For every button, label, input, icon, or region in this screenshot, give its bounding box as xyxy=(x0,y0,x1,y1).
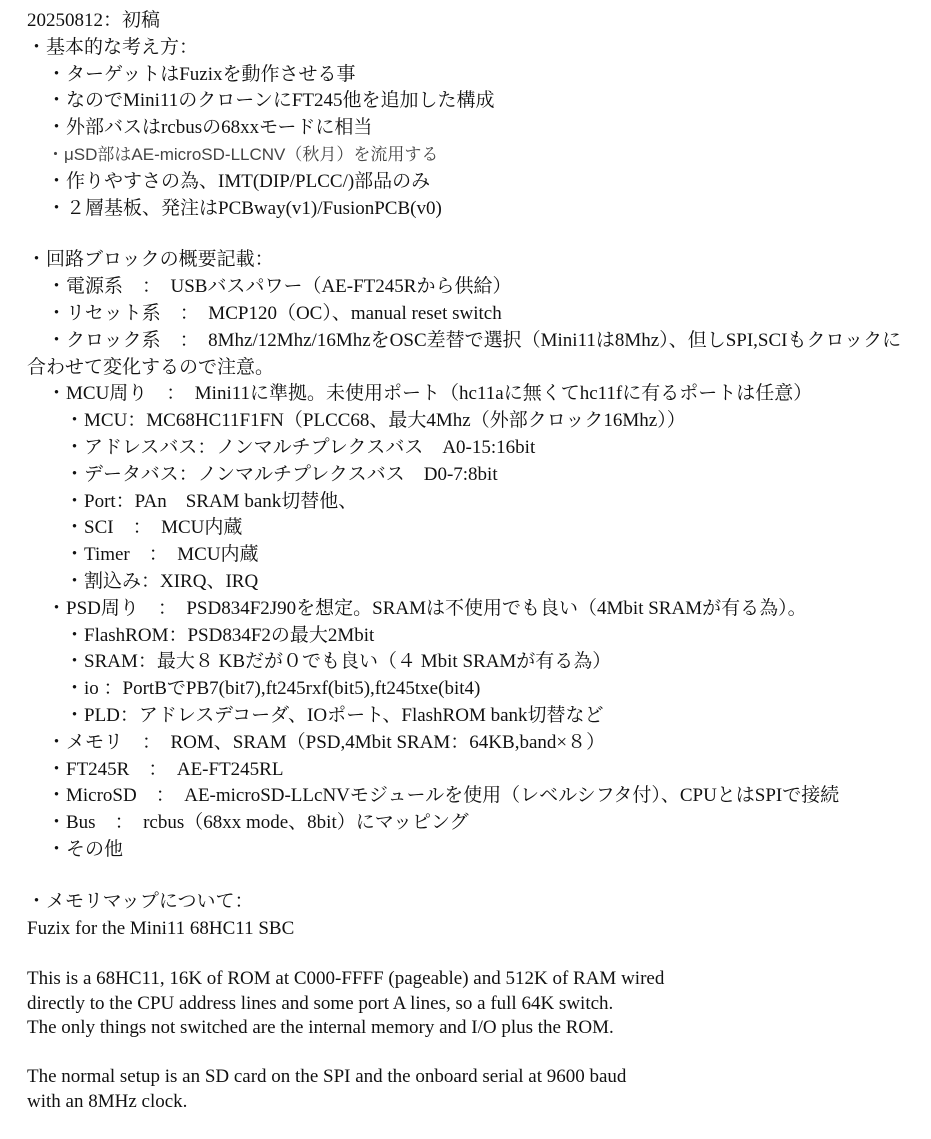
basic-item-imt: ・作りやすさの為、IMT(DIP/PLCC/)部品のみ xyxy=(47,170,431,192)
document xyxy=(27,8,907,1114)
mcu-item-sci: ・SCI ： MCU内蔵 xyxy=(65,517,243,539)
mcu-item-data-bus: ・データバス：ノンマルチプレクスバス D0-7:8bit xyxy=(65,463,498,485)
blocks-heading: ・回路ブロックの概要記載： xyxy=(27,249,274,271)
basic-item-usd: ・μSD部はAE-microSD-LLCNV（秋月）を流用する xyxy=(47,144,439,164)
basic-item-pcb: ・２層基板、発注はPCBway(v1)/FusionPCB(v0) xyxy=(47,197,442,219)
block-other: ・その他 xyxy=(47,838,124,860)
block-microsd: ・MicroSD ： AE-microSD-LLcNVモジュールを使用（レベルシフタ付）、CPUとはSPIで接続 xyxy=(47,785,840,807)
basic-item-mini11: ・なのでMini11のクローンにFT245他を追加した構成 xyxy=(47,90,495,112)
block-bus: ・Bus ： rcbus（68xx mode、8bit）にマッピング xyxy=(47,812,469,834)
memmap-para2-line1: The normal setup is an SD card on the SPI and the onboard serial at 9600 baud xyxy=(27,1066,627,1088)
block-power: ・電源系 ： USBバスパワー（AE-FT245Rから供給） xyxy=(47,276,512,298)
memmap-heading: ・メモリマップについて： xyxy=(27,890,254,912)
mcu-item-interrupt: ・割込み：XIRQ、IRQ xyxy=(65,570,259,592)
memmap-title: Fuzix for the Mini11 68HC11 SBC xyxy=(27,917,295,939)
block-mcu-title: ・MCU周り ： Mini11に準拠。未使用ポート（hc11aに無くてhc11fに有るポートは任意） xyxy=(47,383,813,405)
block-ft245: ・FT245R ： AE-FT245RL xyxy=(47,758,284,780)
mcu-item-chip: ・MCU：MC68HC11F1FN（PLCC68、最大4Mhz（外部クロック16Mhz）） xyxy=(65,410,686,432)
mcu-item-port: ・Port：PAn SRAM bank切替他、 xyxy=(65,490,358,512)
psd-item-sram: ・SRAM：最大８ KBだが０でも良い（４ Mbit SRAMが有る為） xyxy=(65,651,612,673)
psd-item-flashrom: ・FlashROM：PSD834F2の最大2Mbit xyxy=(65,624,375,646)
memmap-para1-line2: directly to the CPU address lines and some port A lines, so a full 64K switch. xyxy=(27,992,614,1014)
mcu-item-address-bus: ・アドレスバス：ノンマルチプレクスバス A0-15:16bit xyxy=(65,436,536,458)
basic-heading: ・基本的な考え方： xyxy=(27,36,199,58)
basic-item-bus: ・外部バスはrcbusの68xxモードに相当 xyxy=(47,117,373,139)
memmap-para2-line2: with an 8MHz clock. xyxy=(27,1090,188,1112)
block-psd-title: ・PSD周り ： PSD834F2J90を想定。SRAMは不使用でも良い（4Mbit SRAMが有る為）。 xyxy=(47,597,807,619)
basic-item-target: ・ターゲットはFuzixを動作させる事 xyxy=(47,63,356,85)
psd-item-pld: ・PLD：アドレスデコーダ、IOポート、FlashROM bank切替など xyxy=(65,704,604,726)
block-clock: ・クロック系 ： 8Mhz/12Mhz/16MhzをOSC差替で選択（Mini11は8Mhz）、但しSPI,SCIもクロックに合わせて変化するので注意。 xyxy=(27,329,902,378)
mcu-item-timer: ・Timer ： MCU内蔵 xyxy=(65,544,259,566)
block-reset: ・リセット系 ： MCP120（OC）、manual reset switch xyxy=(47,302,502,324)
memmap-para1-line3: The only things not switched are the internal memory and I/O plus the ROM. xyxy=(27,1017,614,1039)
psd-item-io: ・io ：PortBでPB7(bit7),ft245rxf(bit5),ft245txe(bit4) xyxy=(65,678,481,700)
date-line: 20250812：初稿 xyxy=(27,10,161,31)
memmap-para1-line1: This is a 68HC11, 16K of ROM at C000-FFFF (pageable) and 512K of RAM wired xyxy=(27,968,665,990)
block-memory: ・メモリ ： ROM、SRAM（PSD,4Mbit SRAM：64KB,band×８） xyxy=(47,731,606,753)
